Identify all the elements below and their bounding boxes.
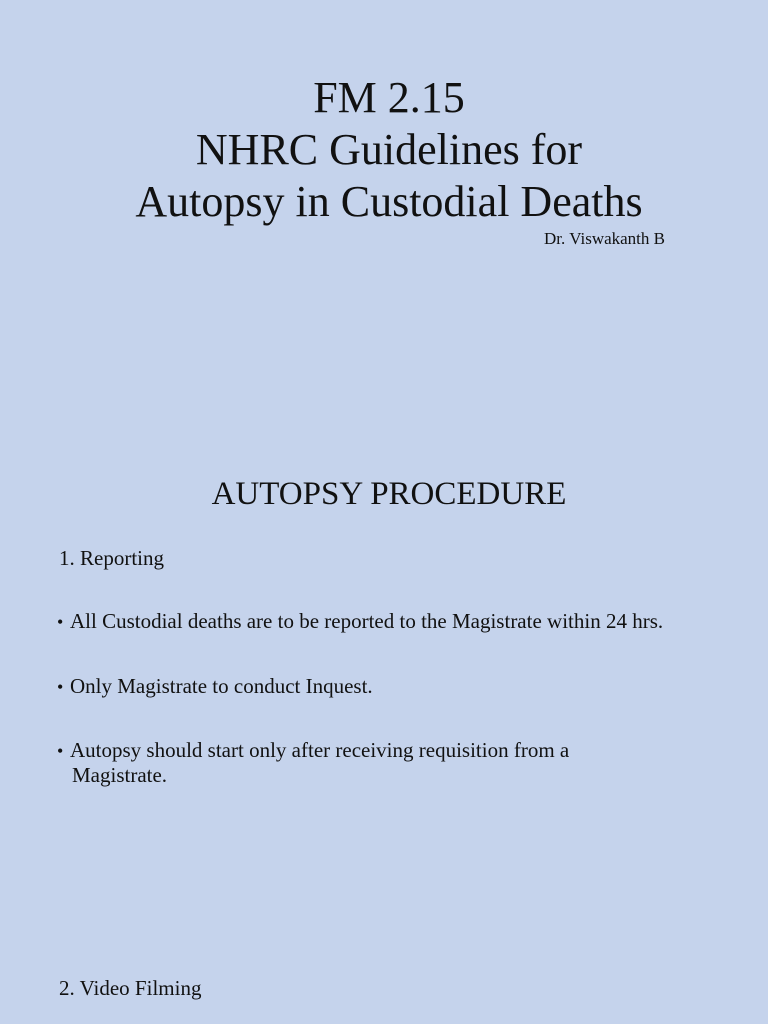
bullet-icon: • xyxy=(57,741,64,761)
bullet-text: Autopsy should start only after receiving requisition from a xyxy=(70,738,570,762)
title-line-1: FM 2.15 xyxy=(313,73,465,122)
bullet-text: All Custodial deaths are to be reported to the Magistrate within 24 hrs. xyxy=(70,609,664,633)
section-heading: AUTOPSY PROCEDURE xyxy=(211,476,567,512)
bullet-item xyxy=(57,608,663,635)
list-item-video-filming: 2. Video Filming xyxy=(59,976,202,1000)
bullet-icon: • xyxy=(57,612,64,632)
author-name: Dr. Viswakanth B xyxy=(544,229,665,248)
bullet-item xyxy=(57,673,373,700)
bullet-item xyxy=(57,737,569,764)
bullet-icon: • xyxy=(57,677,64,697)
slide-title xyxy=(0,72,768,228)
list-item-reporting: 1. Reporting xyxy=(59,546,164,570)
bullet-text: Only Magistrate to conduct Inquest. xyxy=(70,674,373,698)
title-line-2: NHRC Guidelines for xyxy=(195,125,583,174)
title-line-3: Autopsy in Custodial Deaths xyxy=(135,177,643,226)
bullet-text-continued: Magistrate. xyxy=(72,763,168,787)
